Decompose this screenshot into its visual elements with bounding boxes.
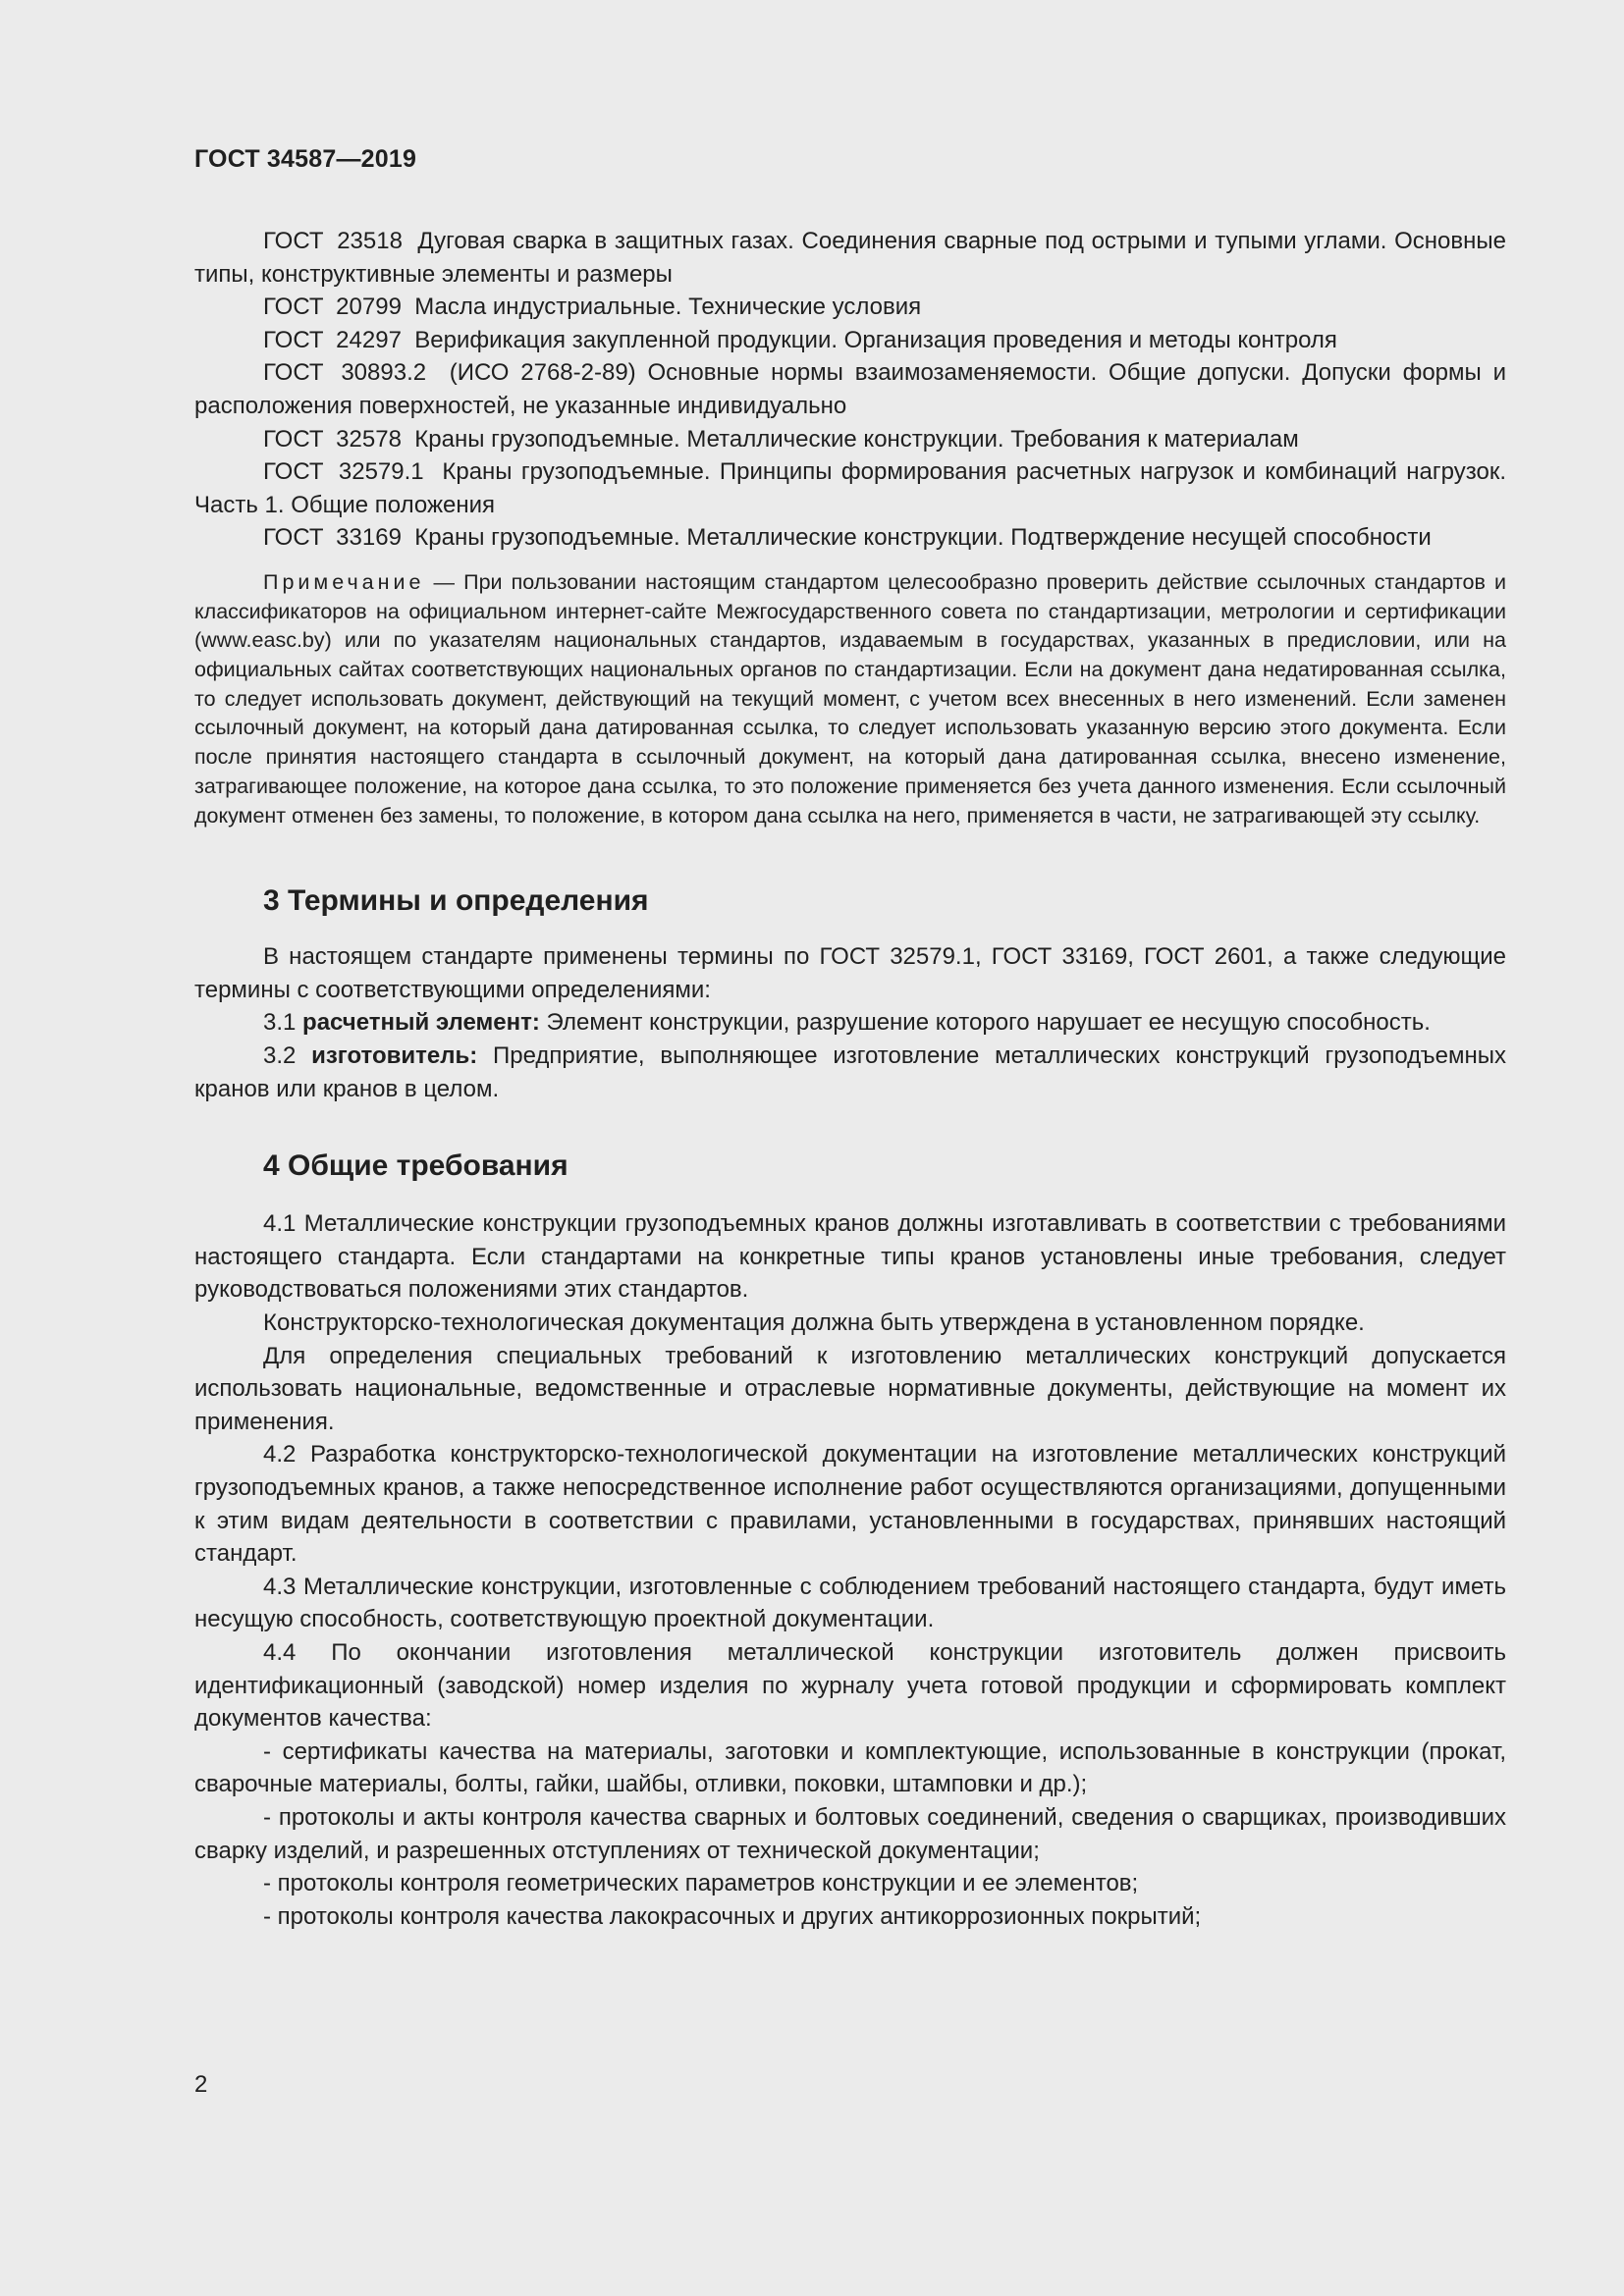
term-number: 3.2: [263, 1042, 312, 1070]
reference-code: ГОСТ 32579.1: [263, 458, 424, 486]
reference-text: Масла индустриальные. Технические условия: [414, 294, 922, 321]
reference-code: ГОСТ 30893.2: [263, 359, 427, 387]
section-4-paragraph: 4.2 Разработка конструкторско-технологической документации на изготовление металлических конструкций грузоподъемных кранов, а также непосредственное исполнение работ осуществляются организациями, допущенными к этим видам деятельности в соответствии с правилами, установленными в государствах, принявших настоящий стандарт.: [194, 1441, 1506, 1568]
reference-item: [194, 455, 1506, 521]
reference-item: [194, 521, 1506, 555]
term-name: изготовитель:: [311, 1042, 478, 1070]
reference-item: [194, 324, 1506, 357]
reference-text: (ИСО 2768-2-89) Основные нормы взаимозаменяемости. Общие допуски. Допуски формы и расположения поверхностей, не указанные индивидуально: [194, 359, 1506, 419]
reference-item: [194, 291, 1506, 324]
reference-code: ГОСТ 32578: [263, 425, 402, 453]
document-header-title: ГОСТ 34587—2019: [194, 145, 417, 173]
reference-code: ГОСТ 24297: [263, 326, 402, 353]
term-definition: [194, 1006, 1506, 1040]
reference-item: [194, 225, 1506, 291]
reference-code: ГОСТ 23518: [263, 228, 403, 254]
reference-text: Краны грузоподъемные. Металлические конструкции. Подтверждение несущей способности: [414, 524, 1432, 552]
list-item: - протоколы контроля качества лакокрасочных и других антикоррозионных покрытий;: [263, 1902, 1202, 1930]
reference-text: Краны грузоподъемные. Принципы формирования расчетных нагрузок и комбинаций нагрузок. Часть 1. Общие положения: [194, 458, 1506, 518]
document-page: [194, 145, 1506, 1933]
reference-code: ГОСТ 33169: [263, 524, 402, 552]
references-note: [194, 568, 1506, 830]
reference-item: [194, 356, 1506, 422]
reference-code: ГОСТ 20799: [263, 294, 402, 321]
reference-item: [194, 423, 1506, 456]
section-4-paragraph: Конструкторско-технологическая документация должна быть утверждена в установленном порядке.: [263, 1309, 1365, 1337]
term-name: расчетный элемент:: [302, 1009, 540, 1037]
normative-references-list: [194, 225, 1506, 555]
reference-text: Верификация закупленной продукции. Организация проведения и методы контроля: [414, 326, 1337, 353]
term-definition-text: Элемент конструкции, разрушение которого нарушает ее несущую способность.: [539, 1009, 1431, 1037]
page-number: 2: [194, 2071, 208, 2098]
note-label: Примечание: [263, 569, 425, 594]
section-4-paragraph: Для определения специальных требований к изготовлению металлических конструкций допускается использовать национальные, ведомственные и отраслевые нормативные документы, действующие на момент их применения.: [194, 1342, 1506, 1435]
section-3-heading: 3 Термины и определения: [263, 884, 649, 918]
reference-text: Дуговая сварка в защитных газах. Соединения сварные под острыми и тупыми углами. Основные типы, конструктивные элементы и размеры: [194, 228, 1506, 288]
note-text: — При пользовании настоящим стандартом целесообразно проверить действие ссылочных стандартов и классификаторов на официальном интернет-сайте Межгосударственного совета по стандартизации, метрологии и сертификации (www.easc.by) или по указателям национальных стандартов, издаваемым в государствах, указанных в предисловии, или на официальных сайтах соответствующих национальных органов по стандартизации. Если на документ дана недатированная ссылка, то следует использовать документ, действующий на текущий момент, с учетом всех внесенных в него изменений. Если заменен ссылочный документ, на который дана датированная ссылка, то следует использовать указанную версию этого документа. Если после принятия настоящего стандарта в ссылочный документ, на который дана датированная ссылка, внесено изменение, затрагивающее положение, на которое дана ссылка, то это положение применяется без учета данного изменения. Если ссылочный документ отменен без замены, то положение, в котором дана ссылка на него, применяется в части, не затрагивающей эту ссылку.: [194, 569, 1506, 828]
term-number: 3.1: [263, 1009, 303, 1037]
section-4-heading: 4 Общие требования: [263, 1149, 568, 1183]
list-item: - протоколы контроля геометрических параметров конструкции и ее элементов;: [263, 1870, 1139, 1897]
section-4-paragraph: 4.3 Металлические конструкции, изготовленные с соблюдением требований настоящего стандарта, будут иметь несущую способность, соответствующую проектной документации.: [194, 1573, 1506, 1633]
reference-text: Краны грузоподъемные. Металлические конструкции. Требования к материалам: [414, 425, 1299, 453]
list-item: - протоколы и акты контроля качества сварных и болтовых соединений, сведения о сварщиках, производивших сварку изделий, и разрешенных отступлениях от технической документации;: [194, 1803, 1506, 1864]
term-definition-text: Предприятие, выполняющее изготовление металлических конструкций грузоподъемных кранов или кранов в целом.: [194, 1042, 1507, 1102]
term-definition: [194, 1040, 1506, 1105]
section-3-intro: В настоящем стандарте применены термины по ГОСТ 32579.1, ГОСТ 33169, ГОСТ 2601, а также следующие термины с соответствующими определениями:: [194, 943, 1506, 1003]
section-4-paragraph: 4.1 Металлические конструкции грузоподъемных кранов должны изготавливать в соответствии с требованиями настоящего стандарта. Если стандартами на конкретные типы кранов установлены иные требования, следует руководствоваться положениями этих стандартов.: [194, 1210, 1506, 1304]
section-4-paragraph: 4.4 По окончании изготовления металлической конструкции изготовитель должен присвоить идентификационный (заводской) номер изделия по журналу учета готовой продукции и сформировать комплект документов качества:: [194, 1638, 1506, 1733]
list-item: - сертификаты качества на материалы, заготовки и комплектующие, использованные в конструкции (прокат, сварочные материалы, болты, гайки, шайбы, отливки, поковки, штамповки и др.);: [194, 1737, 1506, 1798]
